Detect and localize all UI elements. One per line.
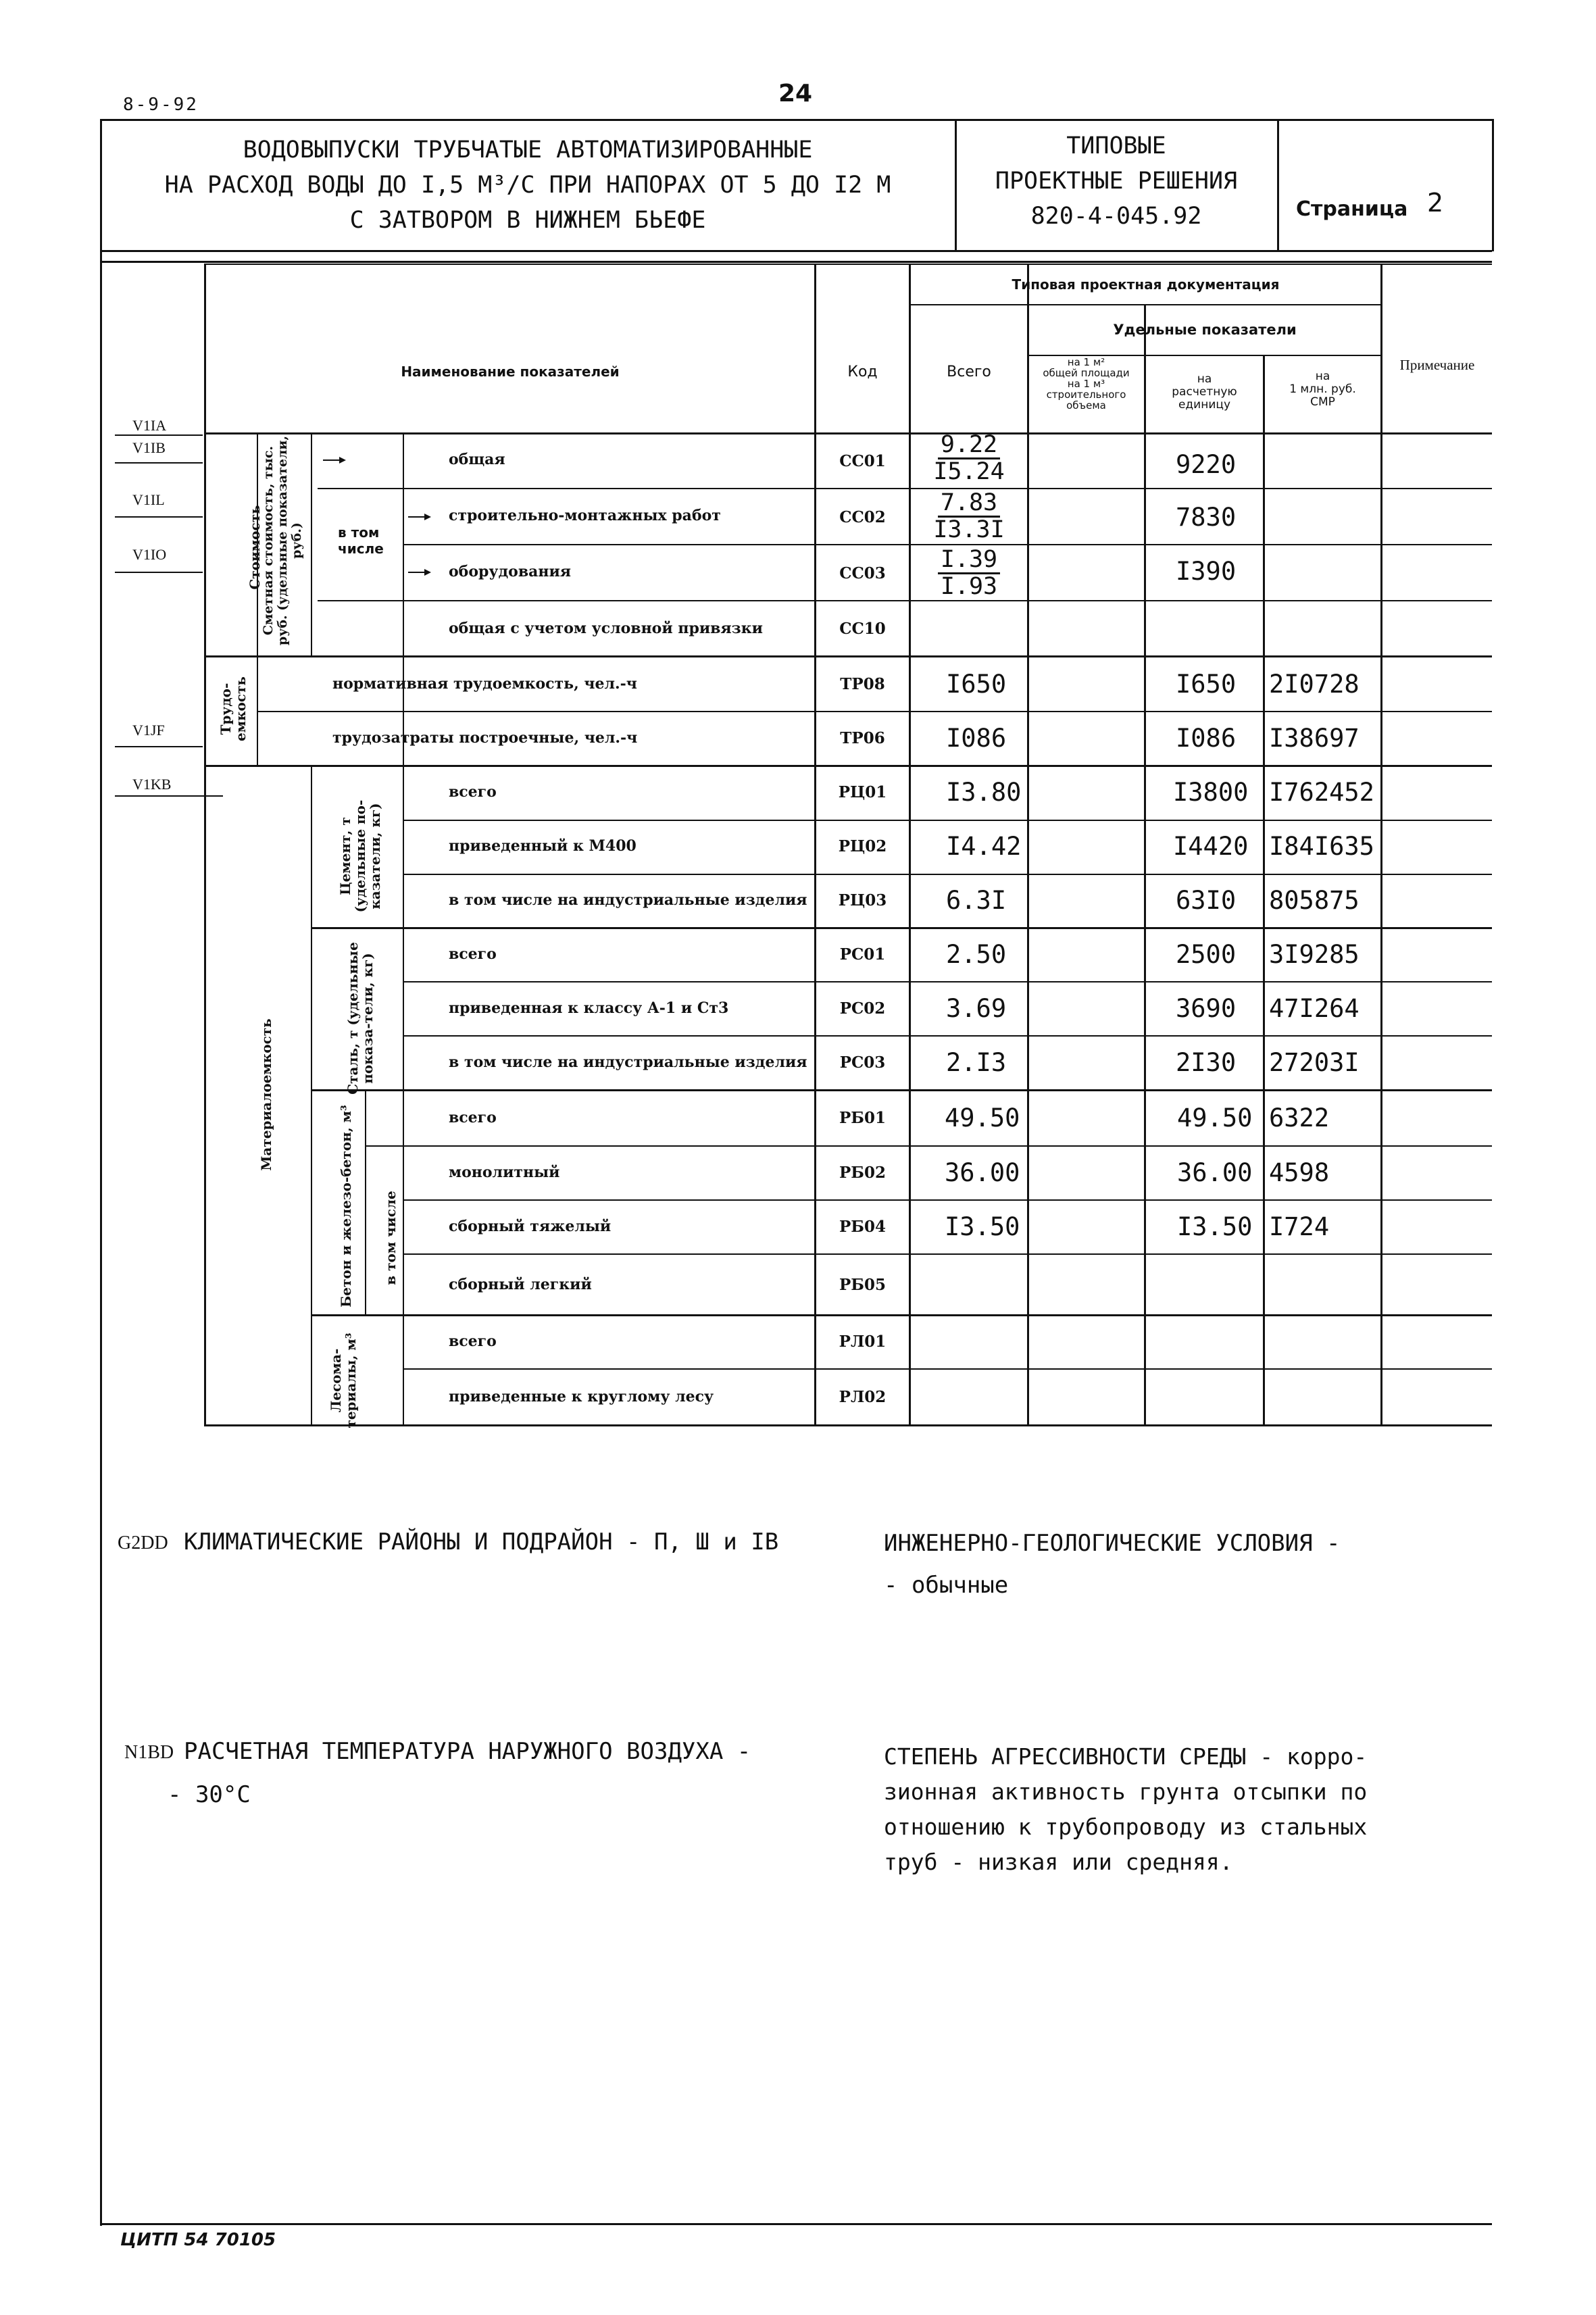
- per-area-l3: на 1 м³: [1067, 378, 1105, 390]
- fraction-bottom: I5.24: [933, 458, 1005, 485]
- row-per-unit: 2I30: [1176, 1047, 1237, 1077]
- row-name: приведенная к классу А-1 и Ст3: [449, 999, 729, 1017]
- row-total: I650: [946, 669, 1007, 699]
- row-per-unit: I390: [1176, 556, 1237, 586]
- group-material: Материалоемкость: [257, 1018, 274, 1171]
- row-per-unit: I3800: [1173, 777, 1249, 807]
- row-name: нормативная трудоемкость, чел.-ч: [332, 675, 637, 693]
- row-name: всего: [449, 945, 497, 963]
- group-steel: Сталь, т (удельные показа-тели, кг): [345, 942, 376, 1095]
- type-line-3: 820-4-045.92: [1030, 203, 1202, 230]
- group-labor: Трудо-емкость: [218, 676, 249, 742]
- row-name: общая: [449, 451, 505, 468]
- aggr-line-4: труб - низкая или средняя.: [884, 1849, 1233, 1875]
- row-per-unit: I086: [1176, 723, 1237, 753]
- specific-header: Удельные показатели: [1113, 322, 1297, 338]
- temp-line-2: - 30°С: [168, 1781, 251, 1808]
- col-per-unit-header: [1146, 373, 1263, 412]
- per-mln-l3: СМР: [1310, 395, 1335, 409]
- header-type: [957, 128, 1276, 234]
- row-per-unit: I4420: [1173, 831, 1249, 861]
- per-mln-l2: 1 млн. руб.: [1289, 382, 1356, 396]
- group-cost-sub: Сметная стоимость, тыс. руб. (удельные показатели, руб.): [260, 435, 304, 646]
- row-name: всего: [449, 1333, 497, 1350]
- row-total: 6.3I: [946, 885, 1007, 915]
- doc-id: 8-9-92: [123, 95, 199, 115]
- row-name: оборудования: [449, 563, 572, 580]
- row-per-unit: 36.00: [1177, 1158, 1253, 1187]
- row-name: приведенные к круглому лесу: [449, 1388, 714, 1405]
- row-name: сборный легкий: [449, 1276, 592, 1293]
- per-mln-l1: на: [1315, 370, 1330, 383]
- temp-line-1: РАСЧЕТНАЯ ТЕМПЕРАТУРА НАРУЖНОГО ВОЗДУХА -: [184, 1738, 751, 1765]
- row-name: приведенный к М400: [449, 837, 637, 855]
- row-code: СС01: [839, 451, 886, 470]
- side-code: V1KB: [132, 776, 172, 793]
- row-code: ТР08: [840, 674, 885, 693]
- col-note-header: Примечание: [1399, 356, 1475, 373]
- row-total-fraction: [912, 547, 1026, 599]
- row-per-mln: I84I635: [1269, 831, 1374, 861]
- row-code: РЛ01: [839, 1332, 887, 1351]
- row-code: СС02: [839, 507, 886, 526]
- geo-line-1: ИНЖЕНЕРНО-ГЕОЛОГИЧЕСКИЕ УСЛОВИЯ -: [884, 1530, 1341, 1557]
- row-per-unit: I3.50: [1177, 1212, 1253, 1241]
- col-code-header: Код: [847, 363, 878, 380]
- row-code: РС02: [839, 999, 886, 1018]
- row-per-mln: 3I9285: [1269, 939, 1360, 969]
- aggr-line-3: отношению к трубопроводу из стальных: [884, 1814, 1368, 1840]
- row-total: 3.69: [946, 993, 1007, 1023]
- row-name: строительно-монтажных работ: [449, 507, 721, 524]
- per-area-l4: строительного: [1046, 389, 1126, 401]
- per-area-l5: объема: [1066, 399, 1106, 412]
- side-code: V1IA: [132, 417, 167, 434]
- row-total: I086: [946, 723, 1007, 753]
- fraction-top: I.39: [938, 547, 1000, 574]
- footer-code: ЦИТП 54 70105: [120, 2230, 276, 2250]
- row-per-mln: 6322: [1269, 1103, 1330, 1132]
- row-name: всего: [449, 1109, 497, 1126]
- row-per-unit: 63I0: [1176, 885, 1237, 915]
- row-code: СС03: [839, 564, 886, 582]
- group-timber: Лесома-териалы, м³: [328, 1333, 359, 1428]
- row-per-unit: 3690: [1176, 993, 1237, 1023]
- sheet-number: 2: [1427, 188, 1444, 218]
- side-code: V1IB: [132, 439, 166, 456]
- climate-code: G2DD: [118, 1533, 168, 1553]
- row-total: 2.I3: [946, 1047, 1007, 1077]
- per-unit-l2: расчетную: [1172, 385, 1237, 399]
- row-per-mln: 47I264: [1269, 993, 1360, 1023]
- row-name: общая с учетом условной привязки: [449, 620, 763, 637]
- per-area-l2: общей площади: [1043, 367, 1130, 379]
- row-code: РБ02: [839, 1163, 886, 1182]
- row-total: 36.00: [945, 1158, 1020, 1187]
- row-per-mln: I38697: [1269, 723, 1360, 753]
- row-code: РЦ01: [838, 782, 887, 801]
- aggr-line-2: зионная активность грунта отсыпки по: [884, 1778, 1368, 1805]
- row-code: РБ04: [839, 1217, 886, 1236]
- row-total: 49.50: [945, 1103, 1020, 1132]
- fraction-bottom: I3.3I: [933, 516, 1005, 543]
- row-total: I3.50: [945, 1212, 1020, 1241]
- row-per-unit: 49.50: [1177, 1103, 1253, 1132]
- fraction-bottom: I.93: [940, 573, 998, 600]
- sheet-label: Страница: [1296, 197, 1408, 221]
- type-line-2: ПРОЕКТНЫЕ РЕШЕНИЯ: [995, 168, 1238, 195]
- temp-code: N1BD: [124, 1742, 174, 1763]
- geo-line-2: - обычные: [884, 1572, 1009, 1599]
- cost-incl-label: в том числе: [338, 524, 384, 557]
- row-per-mln: I762452: [1269, 777, 1374, 807]
- typical-docs-header: Типовая проектная документация: [1012, 276, 1280, 293]
- col-name-header: Наименование показателей: [401, 364, 620, 380]
- aggressiveness-text: [884, 1739, 1367, 1880]
- row-per-unit: 2500: [1176, 939, 1237, 969]
- row-name: монолитный: [449, 1164, 560, 1181]
- row-code: СС10: [839, 619, 886, 638]
- row-code: РЦ03: [838, 891, 887, 910]
- col-per-area-header: [1028, 357, 1144, 411]
- row-per-mln: 805875: [1269, 885, 1360, 915]
- row-name: сборный тяжелый: [449, 1218, 612, 1235]
- row-code: РБ05: [839, 1275, 886, 1294]
- fraction-top: 9.22: [938, 432, 1000, 459]
- row-per-mln: 27203I: [1269, 1047, 1360, 1077]
- col-per-mln-header: [1265, 370, 1380, 409]
- row-total-fraction: [912, 432, 1026, 484]
- row-per-unit: 9220: [1176, 449, 1237, 479]
- per-unit-l1: на: [1197, 372, 1212, 386]
- type-line-1: ТИПОВЫЕ: [1066, 132, 1166, 159]
- row-code: РС03: [839, 1053, 886, 1072]
- row-total-fraction: [912, 491, 1026, 543]
- fraction-top: 7.83: [938, 491, 1000, 518]
- group-cost: Стоимость: [246, 505, 263, 590]
- row-per-unit: I650: [1176, 669, 1237, 699]
- aggr-line-1: СТЕПЕНЬ АГРЕССИВНОСТИ СРЕДЫ - корро-: [884, 1743, 1368, 1770]
- row-per-mln: 4598: [1269, 1158, 1330, 1187]
- row-per-mln: I724: [1269, 1212, 1330, 1241]
- title-line-1: ВОДОВЫПУСКИ ТРУБЧАТЫЕ АВТОМАТИЗИРОВАННЫЕ: [243, 136, 813, 164]
- row-total: I3.80: [946, 777, 1022, 807]
- title-line-2: НА РАСХОД ВОДЫ ДО I,5 М³/С ПРИ НАПОРАХ ОТ 5 ДО I2 М: [164, 172, 891, 199]
- group-concrete-incl: в том числе: [382, 1191, 399, 1285]
- row-per-mln: 2I0728: [1269, 669, 1360, 699]
- group-concrete: Бетон и железо-бетон, м³: [338, 1105, 354, 1308]
- row-code: РБ01: [839, 1108, 886, 1127]
- side-code: V1IO: [132, 546, 167, 563]
- row-code: РЛ02: [839, 1387, 887, 1406]
- row-code: ТР06: [840, 728, 885, 747]
- row-name: трудозатраты построечные, чел.-ч: [332, 729, 638, 747]
- header-title: [101, 132, 954, 238]
- per-area-l1: на 1 м²: [1067, 356, 1105, 368]
- row-code: РС01: [839, 945, 886, 964]
- page-number: 24: [778, 80, 813, 107]
- side-code: V1JF: [132, 722, 165, 739]
- col-total-header: Всего: [947, 363, 991, 380]
- row-name: всего: [449, 783, 497, 801]
- row-total: I4.42: [946, 831, 1022, 861]
- row-code: РЦ02: [838, 837, 887, 855]
- row-name: в том числе на индустриальные изделия: [449, 891, 807, 909]
- group-cement: Цемент, т (удельные по-казатели, кг): [337, 799, 383, 913]
- side-code: V1IL: [132, 491, 165, 508]
- row-name: в том числе на индустриальные изделия: [449, 1053, 807, 1071]
- per-unit-l3: единицу: [1178, 398, 1231, 412]
- row-total: 2.50: [946, 939, 1007, 969]
- title-line-3: С ЗАТВОРОМ В НИЖНЕМ БЬЕФЕ: [349, 207, 706, 234]
- climate-text: КЛИМАТИЧЕСКИЕ РАЙОНЫ И ПОДРАЙОН - П, Ш и IВ: [184, 1528, 779, 1555]
- row-per-unit: 7830: [1176, 502, 1237, 532]
